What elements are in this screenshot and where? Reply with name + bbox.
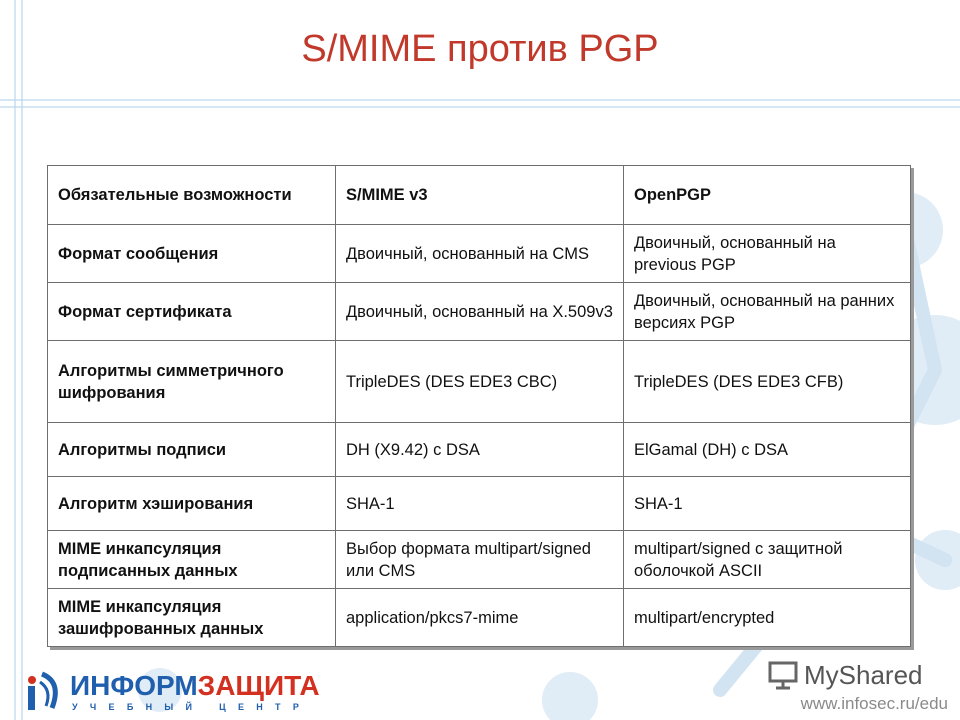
smime-cell: TripleDES (DES EDE3 CBC) — [336, 341, 624, 423]
feature-cell: MIME инкапсуляция зашифрованных данных — [48, 589, 336, 647]
feature-cell: Алгоритмы подписи — [48, 423, 336, 477]
table-row — [48, 589, 911, 647]
openpgp-cell: Двоичный, основанный на ранних версиях PGP — [624, 283, 911, 341]
logo-text — [70, 670, 320, 702]
informzaschita-logo — [22, 668, 322, 716]
feature-cell: Формат сертификата — [48, 283, 336, 341]
smime-cell: Двоичный, основанный на CMS — [336, 225, 624, 283]
openpgp-cell: ElGamal (DH) с DSA — [624, 423, 911, 477]
smime-cell: Двоичный, основанный на X.509v3 — [336, 283, 624, 341]
logo-part-1: ИНФОРМ — [70, 670, 198, 701]
smime-cell: SHA-1 — [336, 477, 624, 531]
logo-subtitle: УЧЕБНЫЙ ЦЕНТР — [72, 702, 312, 712]
table-row — [48, 423, 911, 477]
openpgp-cell: TripleDES (DES EDE3 CFB) — [624, 341, 911, 423]
openpgp-cell: Двоичный, основанный на previous PGP — [624, 225, 911, 283]
table-row — [48, 225, 911, 283]
table-row — [48, 283, 911, 341]
feature-cell: Формат сообщения — [48, 225, 336, 283]
slide-title: S/MIME против PGP — [301, 28, 659, 70]
logo-mark-icon — [22, 668, 66, 712]
table-header-row — [48, 166, 911, 225]
logo-part-2: ЗАЩИТА — [197, 670, 320, 701]
smime-cell: DH (X9.42) с DSA — [336, 423, 624, 477]
myshared-watermark — [768, 658, 938, 694]
header-smime: S/MIME v3 — [336, 166, 624, 225]
header-openpgp: OpenPGP — [624, 166, 911, 225]
smime-cell: application/pkcs7-mime — [336, 589, 624, 647]
presentation-icon — [768, 660, 798, 690]
feature-cell: Алгоритмы симметричного шифрования — [48, 341, 336, 423]
feature-cell: Алгоритм хэширования — [48, 477, 336, 531]
watermark-text: MyShared — [804, 660, 923, 690]
table-row — [48, 531, 911, 589]
feature-cell: MIME инкапсуляция подписанных данных — [48, 531, 336, 589]
openpgp-cell: multipart/encrypted — [624, 589, 911, 647]
smime-cell: Выбор формата multipart/signed или CMS — [336, 531, 624, 589]
header-features: Обязательные возможности — [48, 166, 336, 225]
site-url[interactable]: www.infosec.ru/edu — [800, 694, 948, 713]
comparison-table — [47, 165, 911, 647]
openpgp-cell: multipart/signed с защитной оболочкой ASCII — [624, 531, 911, 589]
table-row — [48, 341, 911, 423]
openpgp-cell: SHA-1 — [624, 477, 911, 531]
table-row — [48, 477, 911, 531]
